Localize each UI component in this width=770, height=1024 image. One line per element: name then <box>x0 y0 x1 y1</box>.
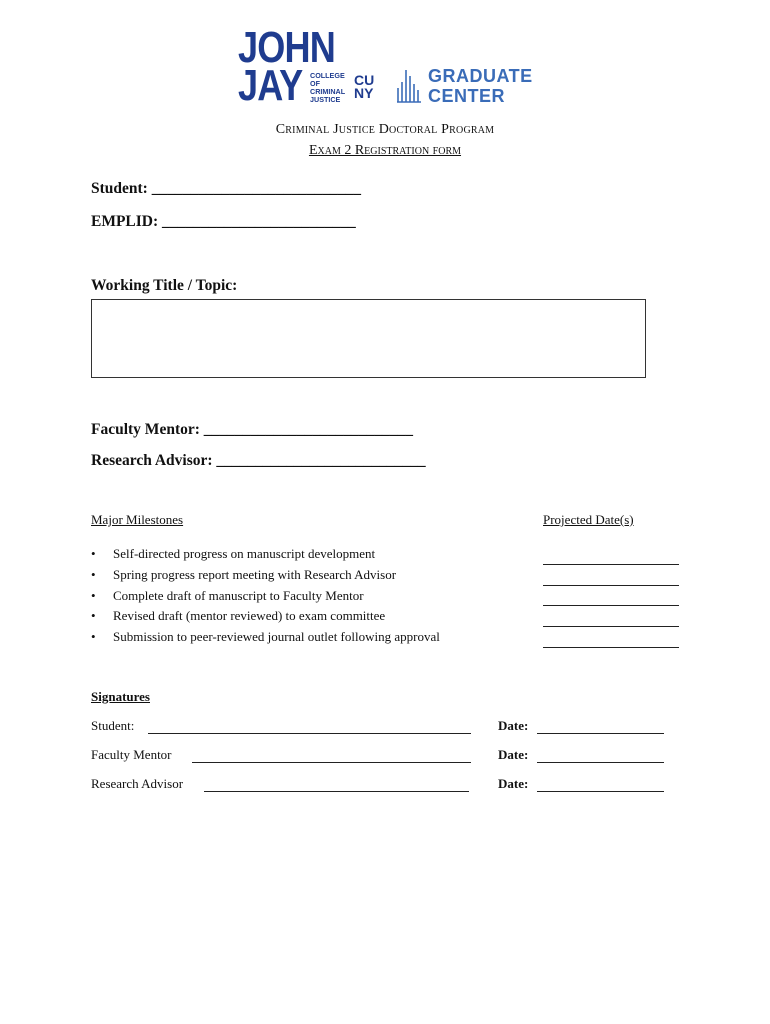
milestone-item: • Revised draft (mentor reviewed) to exam committee <box>91 606 521 627</box>
cuny-logo <box>354 74 374 100</box>
research-advisor-date-line[interactable] <box>537 790 664 792</box>
logo-john-text: JOHN <box>238 23 335 72</box>
milestones-list <box>91 544 521 648</box>
faculty-mentor-date-line[interactable] <box>537 761 664 763</box>
graduate-center-logo-text <box>428 66 533 106</box>
milestone-item: • Submission to peer-reviewed journal outlet following approval <box>91 627 521 648</box>
milestone-item: • Complete draft of manuscript to Faculty Mentor <box>91 586 521 607</box>
graduate-center-building-icon <box>396 66 422 104</box>
projected-date-blank[interactable] <box>543 565 679 586</box>
working-title-label: Working Title / Topic: <box>91 277 238 294</box>
research-advisor-signature-line[interactable] <box>204 790 469 792</box>
working-title-input[interactable] <box>91 299 646 378</box>
research-advisor-date-label: Date: <box>498 776 529 791</box>
student-date-line[interactable] <box>537 732 664 734</box>
milestone-item: • Spring progress report meeting with Research Advisor <box>91 565 521 586</box>
logo-college-line: JUSTICE <box>310 95 341 104</box>
signatures-heading: Signatures <box>91 689 150 704</box>
projected-date-blank[interactable] <box>543 544 679 565</box>
logo-jay-text: JAY <box>238 61 303 110</box>
research-advisor-signature-label: Research Advisor <box>91 776 184 791</box>
cuny-line: NY <box>354 85 374 101</box>
faculty-mentor-field[interactable]: Faculty Mentor: ___________________________ <box>91 421 414 438</box>
milestones-heading: Major Milestones <box>91 512 184 527</box>
form-title: Exam 2 Registration form <box>308 143 462 158</box>
cuny-line: CU <box>354 72 375 88</box>
logo-college-line: COLLEGE <box>310 71 345 80</box>
research-advisor-field[interactable]: Research Advisor: ___________________________ <box>91 452 426 469</box>
program-title: Criminal Justice Doctoral Program <box>275 122 495 137</box>
milestone-item: • Self-directed progress on manuscript development <box>91 544 521 565</box>
projected-date-blank[interactable] <box>543 586 679 607</box>
gc-line: GRADUATE <box>428 66 533 86</box>
student-field[interactable]: Student: ___________________________ <box>91 180 361 197</box>
projected-date-blank[interactable] <box>543 627 679 648</box>
logo-college-text <box>310 72 350 104</box>
faculty-mentor-signature-line[interactable] <box>192 761 471 763</box>
gc-line: CENTER <box>428 86 506 106</box>
logo-college-line: CRIMINAL <box>310 87 346 96</box>
projected-dates-heading: Projected Date(s) <box>543 512 634 527</box>
faculty-mentor-date-label: Date: <box>498 747 529 762</box>
faculty-mentor-signature-label: Faculty Mentor <box>91 747 172 762</box>
header-logos <box>238 23 538 110</box>
projected-date-blank[interactable] <box>543 606 679 627</box>
logo-college-line: OF <box>310 79 320 88</box>
projected-dates-column <box>543 544 679 648</box>
student-signature-line[interactable] <box>148 732 471 734</box>
emplid-field[interactable]: EMPLID: _________________________ <box>91 213 356 230</box>
student-signature-label: Student: <box>91 718 135 733</box>
student-date-label: Date: <box>498 718 529 733</box>
